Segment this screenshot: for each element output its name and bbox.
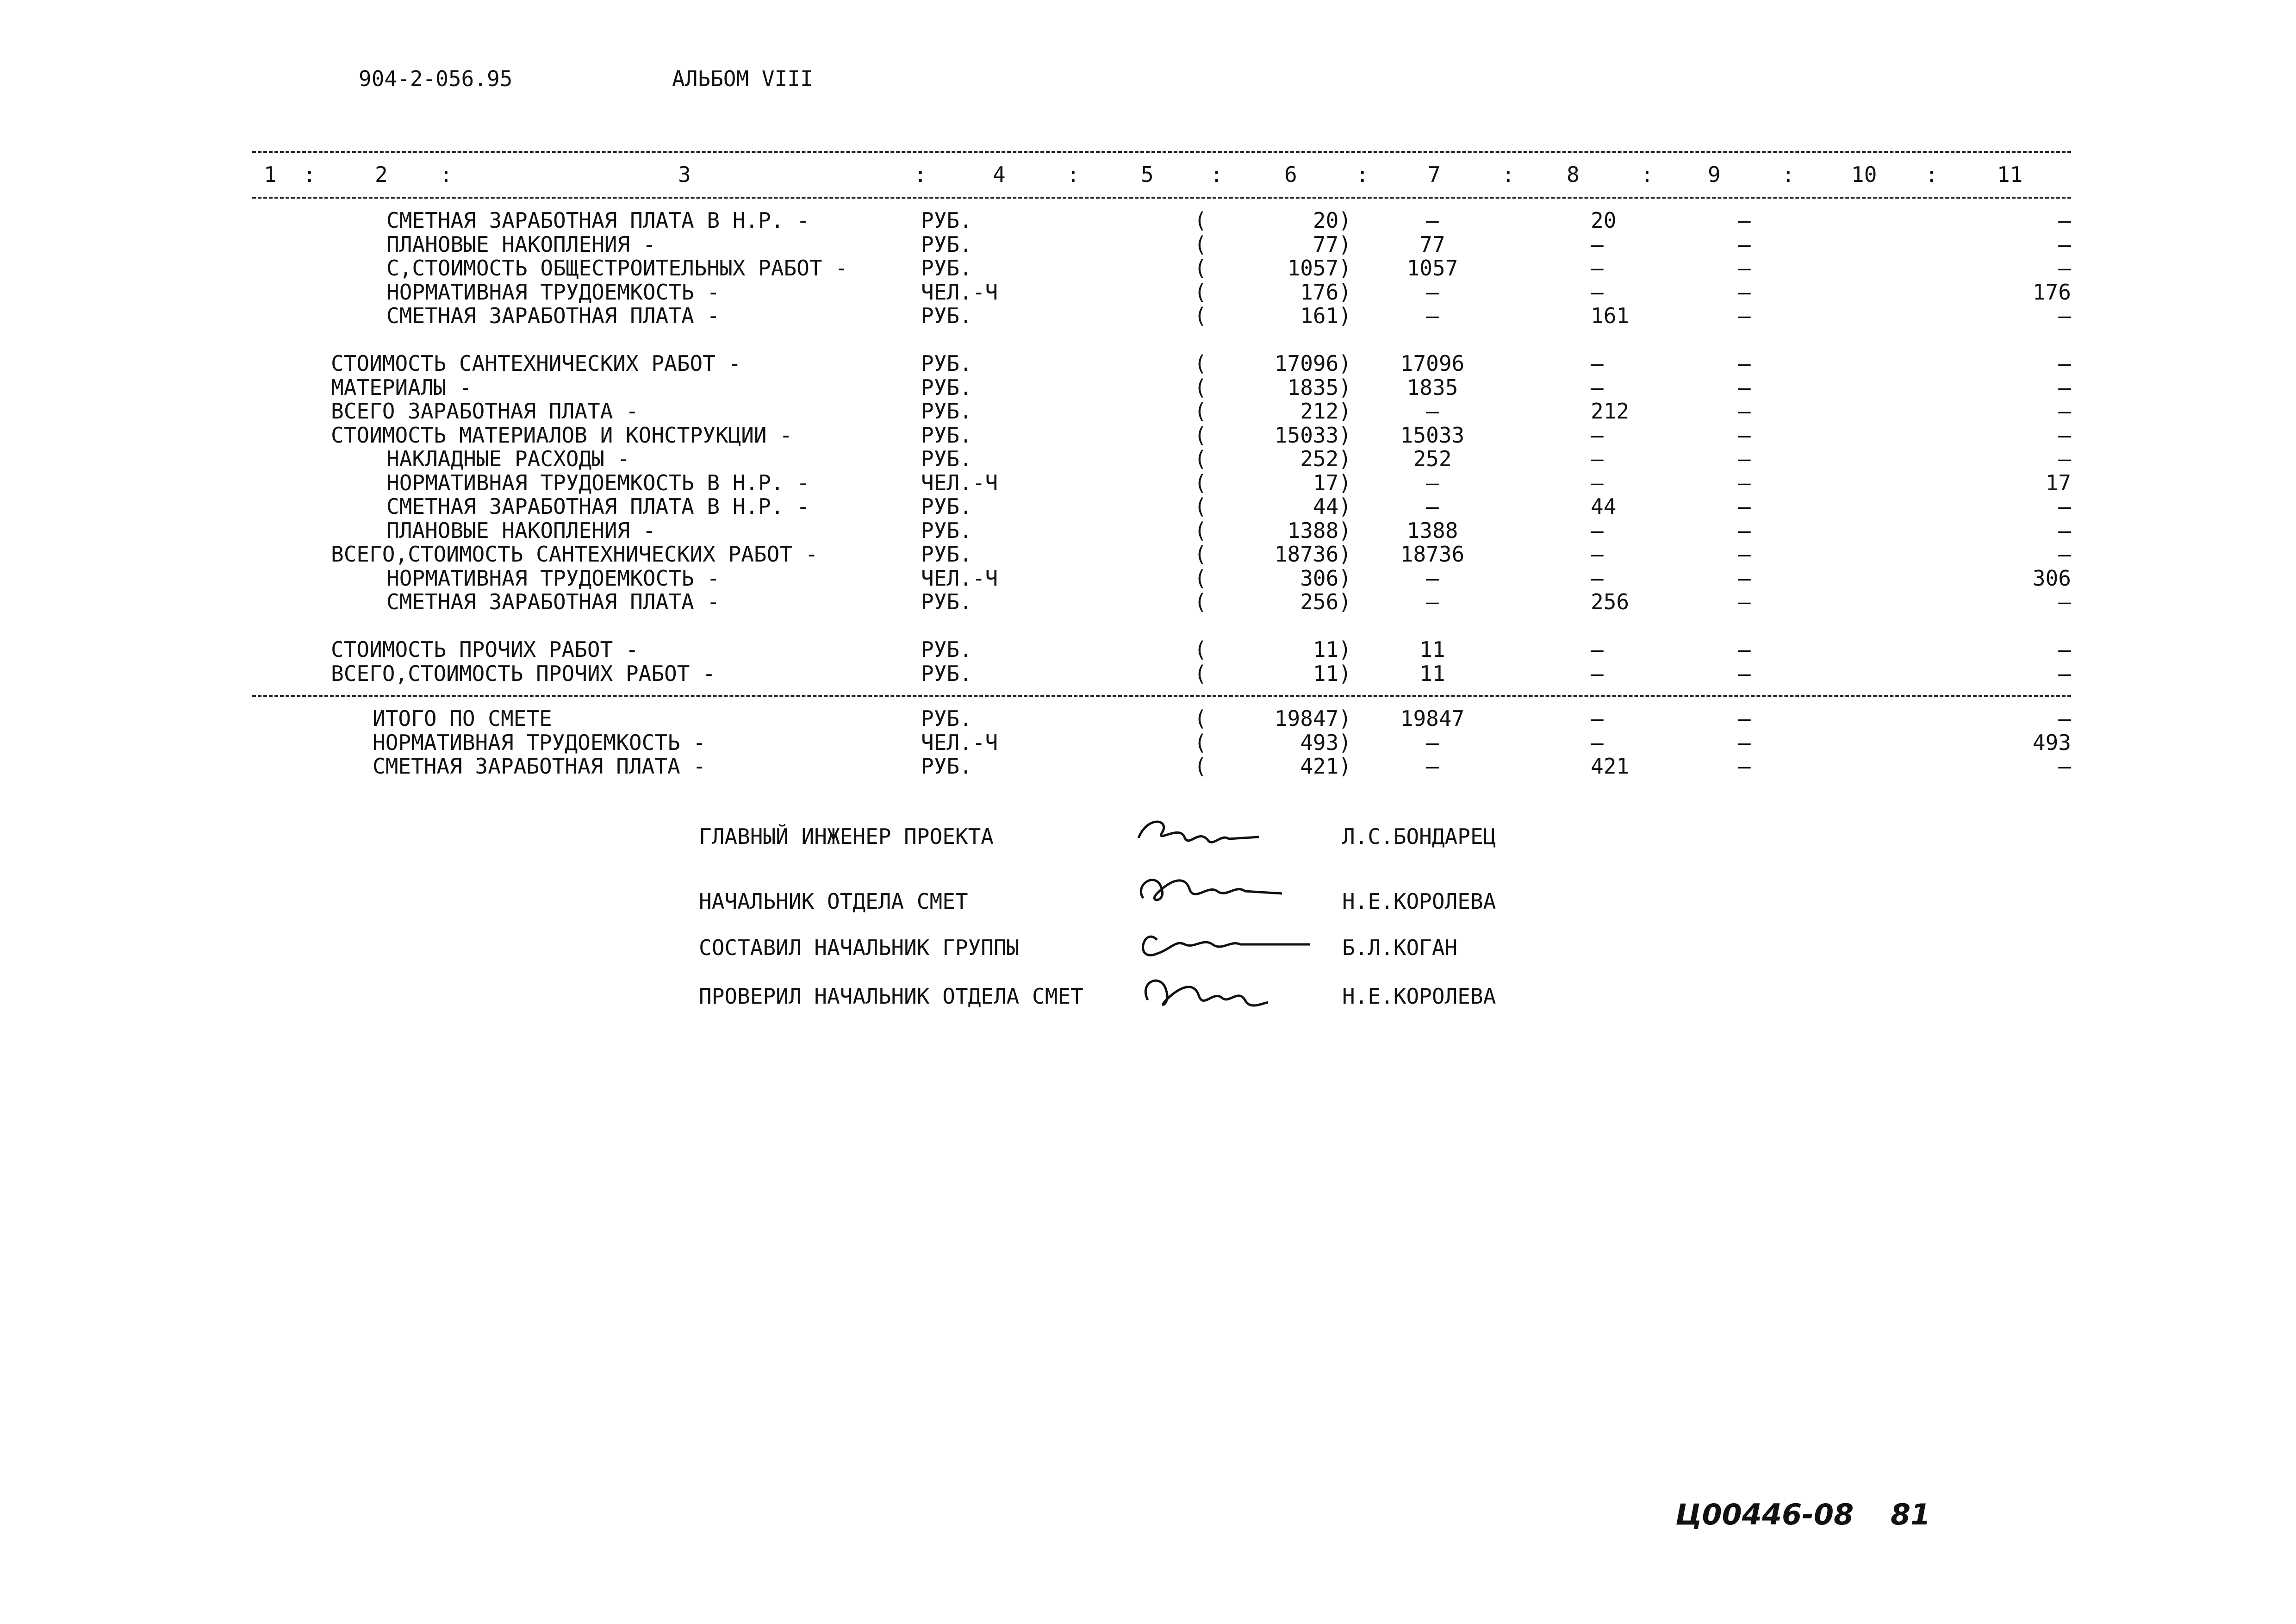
row-open-paren: ( (1194, 589, 1207, 614)
row-col6-value: 77) (1313, 231, 1351, 257)
row-col7-value: 1835 (1406, 375, 1458, 400)
table-row (331, 638, 2071, 662)
row-col8-value: – (1591, 422, 1604, 448)
row-col6-value: 44) (1313, 494, 1351, 519)
row-item-name: СТОИМОСТЬ МАТЕРИАЛОВ И КОНСТРУКЦИИ - (331, 422, 792, 448)
row-col7-value: – (1426, 494, 1439, 519)
row-item-name: НОРМАТИВНАЯ ТРУДОЕМКОСТЬ - (386, 565, 720, 591)
table-row (331, 662, 2071, 686)
row-open-paren: ( (1194, 470, 1207, 495)
table-row (331, 519, 2071, 543)
row-col6-value: 18736) (1274, 542, 1351, 567)
column-separator: : (1782, 162, 1795, 187)
row-col9-value: – (1738, 706, 1751, 731)
table-row (331, 471, 2071, 495)
row-col7-value: – (1426, 589, 1439, 614)
row-col6-value: 1057) (1287, 256, 1351, 281)
column-separator: : (1925, 162, 1938, 187)
album-label: АЛЬБОМ VIII (672, 66, 813, 91)
row-col8-value: 20 (1591, 208, 1617, 233)
table-row (331, 304, 2071, 328)
row-item-name: МАТЕРИАЛЫ - (331, 375, 472, 400)
row-col9-value: – (1738, 303, 1751, 328)
row-item-name: ПЛАНОВЫЕ НАКОПЛЕНИЯ - (386, 231, 656, 257)
signature-koroleva-1 (1141, 880, 1282, 900)
row-unit: РУБ. (921, 518, 972, 543)
row-unit: РУБ. (921, 303, 972, 328)
table-row (331, 447, 2071, 471)
row-open-paren: ( (1194, 518, 1207, 543)
row-col8-value: – (1591, 637, 1604, 662)
row-col11-value: – (2058, 494, 2071, 519)
table-row (331, 256, 2071, 281)
row-unit: ЧЕЛ.-Ч (921, 730, 998, 755)
row-col6-value: 1835) (1287, 375, 1351, 400)
row-col9-value: – (1738, 637, 1751, 662)
table-row (331, 376, 2071, 400)
row-col11-value: – (2058, 518, 2071, 543)
row-unit: РУБ. (921, 208, 972, 233)
row-col11-value: – (2058, 375, 2071, 400)
column-number-2: 2 (375, 162, 388, 187)
row-open-paren: ( (1194, 661, 1207, 686)
signature-bondarets (1139, 822, 1259, 842)
header-bottom-rule (252, 197, 2071, 199)
row-col7-value: – (1426, 470, 1439, 495)
row-col8-value: 161 (1591, 303, 1630, 328)
row-col11-value: – (2058, 637, 2071, 662)
row-col9-value: – (1738, 446, 1751, 471)
row-open-paren: ( (1194, 375, 1207, 400)
row-col7-value: 15033 (1400, 422, 1465, 448)
row-col11-value: – (2058, 303, 2071, 328)
table-row (331, 328, 2071, 352)
row-col8-value: – (1591, 375, 1604, 400)
row-item-name: С,СТОИМОСТЬ ОБЩЕСТРОИТЕЛЬНЫХ РАБОТ - (386, 256, 848, 281)
table-row (331, 707, 2071, 731)
row-col6-value: 11) (1313, 637, 1351, 662)
table-row (331, 590, 2071, 614)
table-row (331, 543, 2071, 567)
table-row (331, 400, 2071, 424)
row-col9-value: – (1738, 231, 1751, 257)
row-col7-value: – (1426, 303, 1439, 328)
row-item-name: ПЛАНОВЫЕ НАКОПЛЕНИЯ - (386, 518, 656, 543)
column-number-10: 10 (1851, 162, 1877, 187)
column-number-4: 4 (993, 162, 1006, 187)
row-col9-value: – (1738, 518, 1751, 543)
row-item-name: СМЕТНАЯ ЗАРАБОТНАЯ ПЛАТА - (373, 754, 706, 779)
row-col11-value: – (2058, 208, 2071, 233)
row-col11-value: – (2058, 589, 2071, 614)
column-separator: : (440, 162, 453, 187)
row-col9-value: – (1738, 399, 1751, 424)
row-col9-value: – (1738, 351, 1751, 376)
row-unit: РУБ. (921, 706, 972, 731)
row-unit: РУБ. (921, 637, 972, 662)
row-col11-value: – (2058, 446, 2071, 471)
column-number-11: 11 (1997, 162, 2023, 187)
column-separator: : (303, 162, 316, 187)
row-col8-value: – (1591, 470, 1604, 495)
row-col11-value: – (2058, 542, 2071, 567)
signature-koroleva-2 (1145, 981, 1268, 1006)
column-number-7: 7 (1428, 162, 1441, 187)
row-col9-value: – (1738, 494, 1751, 519)
row-col6-value: 15033) (1274, 422, 1351, 448)
row-col8-value: – (1591, 706, 1604, 731)
row-item-name: НОРМАТИВНАЯ ТРУДОЕМКОСТЬ - (373, 730, 706, 755)
row-col7-value: 1388 (1406, 518, 1458, 543)
row-col8-value: – (1591, 279, 1604, 305)
row-open-paren: ( (1194, 565, 1207, 591)
row-item-name: НОРМАТИВНАЯ ТРУДОЕМКОСТЬ В Н.Р. - (386, 470, 809, 495)
row-col8-value: – (1591, 542, 1604, 567)
signature-name: Н.Е.КОРОЛЕВА (1342, 984, 1496, 1009)
row-unit: РУБ. (921, 422, 972, 448)
row-item-name: НАКЛАДНЫЕ РАСХОДЫ - (386, 446, 630, 471)
archive-stamp-code: Ц00446-08 (1675, 1498, 1854, 1531)
row-col9-value: – (1738, 589, 1751, 614)
row-col7-value: 77 (1419, 231, 1445, 257)
row-col6-value: 421) (1300, 754, 1351, 779)
row-unit: РУБ. (921, 754, 972, 779)
row-open-paren: ( (1194, 542, 1207, 567)
table-row (331, 755, 2071, 779)
row-col6-value: 161) (1300, 303, 1351, 328)
row-col8-value: – (1591, 661, 1604, 686)
row-item-name: СМЕТНАЯ ЗАРАБОТНАЯ ПЛАТА В Н.Р. - (386, 208, 809, 233)
row-unit: РУБ. (921, 256, 972, 281)
row-col7-value: 252 (1413, 446, 1452, 471)
row-open-paren: ( (1194, 208, 1207, 233)
row-open-paren: ( (1194, 706, 1207, 731)
row-item-name: СМЕТНАЯ ЗАРАБОТНАЯ ПЛАТА - (386, 303, 720, 328)
table-row (331, 495, 2071, 519)
column-number-8: 8 (1567, 162, 1580, 187)
row-col8-value: – (1591, 730, 1604, 755)
column-separator: : (1502, 162, 1515, 187)
row-item-name: СТОИМОСТЬ ПРОЧИХ РАБОТ - (331, 637, 639, 662)
row-item-name: СТОИМОСТЬ САНТЕХНИЧЕСКИХ РАБОТ - (331, 351, 741, 376)
row-col9-value: – (1738, 279, 1751, 305)
row-unit: ЧЕЛ.-Ч (921, 565, 998, 591)
row-col6-value: 493) (1300, 730, 1351, 755)
row-col6-value: 11) (1313, 661, 1351, 686)
table-row (331, 567, 2071, 591)
row-item-name: ИТОГО ПО СМЕТЕ (373, 706, 552, 731)
row-open-paren: ( (1194, 351, 1207, 376)
signature-role: НАЧАЛЬНИК ОТДЕЛА СМЕТ (699, 889, 968, 914)
row-unit: РУБ. (921, 375, 972, 400)
row-col9-value: – (1738, 208, 1751, 233)
row-col8-value: – (1591, 351, 1604, 376)
row-open-paren: ( (1194, 446, 1207, 471)
row-item-name: СМЕТНАЯ ЗАРАБОТНАЯ ПЛАТА В Н.Р. - (386, 494, 809, 519)
column-number-6: 6 (1284, 162, 1297, 187)
row-item-name: НОРМАТИВНАЯ ТРУДОЕМКОСТЬ - (386, 279, 720, 305)
column-number-1: 1 (264, 162, 277, 187)
row-col7-value: 11 (1419, 637, 1445, 662)
estimate-table-body (331, 209, 2071, 686)
table-row (331, 424, 2071, 448)
row-col7-value: – (1426, 208, 1439, 233)
signature-name: Б.Л.КОГАН (1342, 935, 1458, 960)
row-col9-value: – (1738, 661, 1751, 686)
row-col7-value: 19847 (1400, 706, 1465, 731)
column-number-9: 9 (1708, 162, 1721, 187)
row-col11-value: – (2058, 661, 2071, 686)
totals-top-rule (252, 695, 2071, 697)
row-open-paren: ( (1194, 279, 1207, 305)
row-item-name: СМЕТНАЯ ЗАРАБОТНАЯ ПЛАТА - (386, 589, 720, 614)
row-col7-value: – (1426, 565, 1439, 591)
row-unit: РУБ. (921, 231, 972, 257)
column-separator: : (914, 162, 927, 187)
row-open-paren: ( (1194, 303, 1207, 328)
row-col6-value: 17096) (1274, 351, 1351, 376)
column-number-header (252, 162, 2071, 187)
row-col9-value: – (1738, 565, 1751, 591)
row-col11-value: – (2058, 256, 2071, 281)
row-col7-value: – (1426, 730, 1439, 755)
row-col9-value: – (1738, 470, 1751, 495)
row-open-paren: ( (1194, 494, 1207, 519)
table-row (331, 352, 2071, 376)
header-top-rule (252, 151, 2071, 153)
row-col7-value: 18736 (1400, 542, 1465, 567)
column-separator: : (1356, 162, 1369, 187)
row-col11-value: 493 (2032, 730, 2071, 755)
row-open-paren: ( (1194, 399, 1207, 424)
row-col8-value: – (1591, 565, 1604, 591)
signature-kogan (1143, 937, 1310, 955)
row-open-paren: ( (1194, 730, 1207, 755)
table-row (331, 281, 2071, 305)
row-unit: РУБ. (921, 589, 972, 614)
row-item-name: ВСЕГО,СТОИМОСТЬ ПРОЧИХ РАБОТ - (331, 661, 716, 686)
totals-section (331, 707, 2071, 779)
row-col11-value: – (2058, 399, 2071, 424)
row-item-name: ВСЕГО,СТОИМОСТЬ САНТЕХНИЧЕСКИХ РАБОТ - (331, 542, 818, 567)
column-separator: : (1067, 162, 1080, 187)
table-row (331, 233, 2071, 257)
row-unit: РУБ. (921, 494, 972, 519)
signature-role: ПРОВЕРИЛ НАЧАЛЬНИК ОТДЕЛА СМЕТ (699, 984, 1083, 1009)
row-col8-value: – (1591, 446, 1604, 471)
row-open-paren: ( (1194, 754, 1207, 779)
row-col6-value: 306) (1300, 565, 1351, 591)
row-unit: РУБ. (921, 446, 972, 471)
row-item-name: ВСЕГО ЗАРАБОТНАЯ ПЛАТА - (331, 399, 639, 424)
row-col11-value: – (2058, 422, 2071, 448)
row-col7-value: – (1426, 399, 1439, 424)
row-unit: РУБ. (921, 351, 972, 376)
row-col6-value: 17) (1313, 470, 1351, 495)
row-col11-value: – (2058, 231, 2071, 257)
row-col8-value: 212 (1591, 399, 1630, 424)
signature-role: ГЛАВНЫЙ ИНЖЕНЕР ПРОЕКТА (699, 824, 994, 849)
row-col6-value: 20) (1313, 208, 1351, 233)
column-number-3: 3 (678, 162, 691, 187)
row-col7-value: 17096 (1400, 351, 1465, 376)
page-number: 81 (1891, 1498, 1931, 1531)
column-number-5: 5 (1141, 162, 1154, 187)
row-col6-value: 1388) (1287, 518, 1351, 543)
row-col9-value: – (1738, 422, 1751, 448)
row-unit: РУБ. (921, 542, 972, 567)
row-col7-value: 1057 (1406, 256, 1458, 281)
row-unit: ЧЕЛ.-Ч (921, 470, 998, 495)
row-col11-value: 176 (2032, 279, 2071, 305)
row-col11-value: 17 (2045, 470, 2071, 495)
row-col6-value: 212) (1300, 399, 1351, 424)
row-col7-value: – (1426, 754, 1439, 779)
row-col8-value: – (1591, 256, 1604, 281)
row-col8-value: 44 (1591, 494, 1617, 519)
row-col8-value: 421 (1591, 754, 1630, 779)
row-open-paren: ( (1194, 422, 1207, 448)
document-code: 904-2-056.95 (359, 66, 513, 91)
row-unit: ЧЕЛ.-Ч (921, 279, 998, 305)
row-col6-value: 252) (1300, 446, 1351, 471)
row-unit: РУБ. (921, 661, 972, 686)
row-col9-value: – (1738, 542, 1751, 567)
column-separator: : (1641, 162, 1654, 187)
row-col9-value: – (1738, 754, 1751, 779)
row-col11-value: – (2058, 706, 2071, 731)
table-row (331, 209, 2071, 233)
row-col11-value: – (2058, 754, 2071, 779)
row-col6-value: 19847) (1274, 706, 1351, 731)
table-row (331, 731, 2071, 755)
row-unit: РУБ. (921, 399, 972, 424)
signature-scribbles (1129, 806, 1342, 1037)
row-col7-value: 11 (1419, 661, 1445, 686)
row-col6-value: 256) (1300, 589, 1351, 614)
row-col7-value: – (1426, 279, 1439, 305)
row-open-paren: ( (1194, 256, 1207, 281)
signature-name: Н.Е.КОРОЛЕВА (1342, 889, 1496, 914)
row-col9-value: – (1738, 256, 1751, 281)
row-open-paren: ( (1194, 231, 1207, 257)
row-col9-value: – (1738, 730, 1751, 755)
row-col8-value: – (1591, 518, 1604, 543)
column-separator: : (1210, 162, 1223, 187)
table-row (331, 614, 2071, 638)
row-col8-value: – (1591, 231, 1604, 257)
row-col11-value: – (2058, 351, 2071, 376)
row-col9-value: – (1738, 375, 1751, 400)
row-open-paren: ( (1194, 637, 1207, 662)
signature-role: СОСТАВИЛ НАЧАЛЬНИК ГРУППЫ (699, 935, 1020, 960)
row-col6-value: 176) (1300, 279, 1351, 305)
row-col11-value: 306 (2032, 565, 2071, 591)
signature-name: Л.С.БОНДАРЕЦ (1342, 824, 1496, 849)
row-col8-value: 256 (1591, 589, 1630, 614)
